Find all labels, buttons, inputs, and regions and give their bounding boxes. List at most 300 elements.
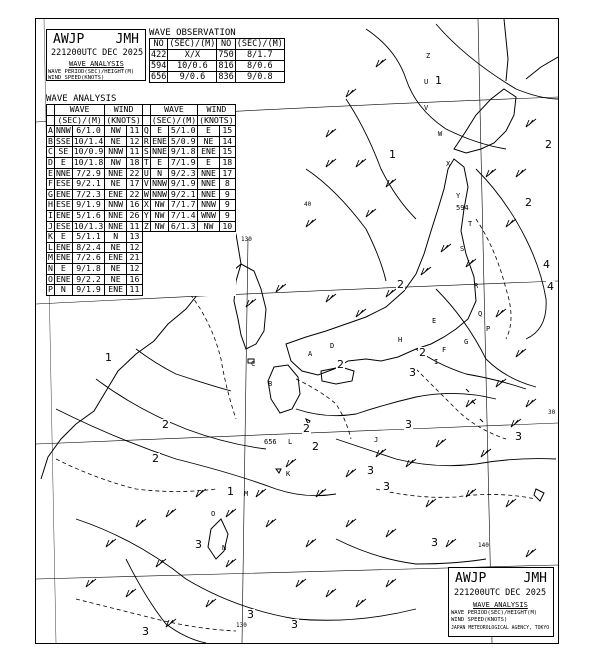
point-id: G <box>48 188 53 199</box>
analysis-cell: 7/2.3 <box>72 189 105 200</box>
analysis-cell: 9 <box>219 200 235 211</box>
contour-value: 1 <box>227 485 234 498</box>
contour-value: 2 <box>419 346 426 359</box>
wind-barb <box>346 89 356 97</box>
analysis-point-label: U <box>424 78 429 86</box>
point-id: W <box>143 188 149 199</box>
wind-barb <box>466 489 476 497</box>
analysis-table <box>46 104 236 296</box>
hokkaido <box>454 89 516 153</box>
analysis-cell: NNE <box>105 210 127 221</box>
analysis-cell: NNW <box>105 200 127 211</box>
analysis-cell: ENE <box>105 285 127 296</box>
analysis-cell: 10/1.8 <box>73 156 104 167</box>
contour-value: 3 <box>431 536 438 549</box>
analysis-cell: NNE <box>198 189 220 200</box>
wind-barb <box>426 499 436 507</box>
analysis-cell: NNW <box>55 125 71 136</box>
analysis-cell: N <box>105 232 127 243</box>
kuril-coast <box>526 57 558 79</box>
point-id: P <box>48 284 53 295</box>
analysis-cell: 10/1.3 <box>73 220 104 231</box>
analysis-point-label: K <box>286 470 291 478</box>
point-id: Y <box>143 209 149 220</box>
analysis-point-label: C <box>251 360 256 368</box>
wind-subheader: (KNOTS) <box>199 114 234 125</box>
wind-barb <box>386 289 396 297</box>
obs-cell: 836 <box>218 72 234 82</box>
title-legend-2: WIND SPEED(KNOTS) <box>48 75 105 81</box>
analysis-cell: SE <box>54 147 72 158</box>
bottom-title-box <box>448 567 554 637</box>
obs-cell: 8/1.7 <box>235 50 284 61</box>
analysis-cell: ENE <box>55 273 71 284</box>
title-code: AWJP <box>53 32 85 47</box>
dashed-line <box>56 459 216 492</box>
analysis-cell: 15 <box>219 126 235 137</box>
obs-station-594: 594 <box>456 204 469 212</box>
analysis-point-label: V <box>424 104 429 112</box>
contour-line <box>346 99 416 219</box>
contour-value: 3 <box>142 625 149 638</box>
analysis-cell: 10/0.9 <box>73 146 104 157</box>
analysis-point-label: Z <box>426 52 431 60</box>
analysis-corner <box>142 115 150 126</box>
analysis-row <box>47 136 236 147</box>
analysis-point-label: P <box>486 325 491 333</box>
point-id: S <box>143 146 149 157</box>
analysis-subheader-row <box>47 115 236 126</box>
analysis-cell: E <box>54 157 72 168</box>
analysis-cell: 7/1.4 <box>169 210 198 221</box>
wind-barb <box>356 309 366 317</box>
point-id: R <box>143 135 149 146</box>
contour-value: 2 <box>397 278 404 291</box>
obs-cell: 422 <box>151 50 167 60</box>
analysis-row <box>47 221 236 232</box>
contour-value: 2 <box>152 452 159 465</box>
analysis-row <box>47 232 236 243</box>
analysis-cell: SSE <box>55 135 71 146</box>
analysis-cell: 15 <box>219 147 235 158</box>
analysis-cell: NNW <box>152 178 167 189</box>
wind-barb <box>421 267 431 275</box>
analysis-cell: 22 <box>127 189 143 200</box>
lon-label-top: 130 <box>241 236 252 243</box>
south-island <box>534 489 544 501</box>
point-id: X <box>143 199 149 210</box>
analysis-cell: NW <box>105 157 127 168</box>
dashed-line <box>76 599 236 631</box>
analysis-cell: 11 <box>127 126 143 137</box>
analysis-cell: 11 <box>127 221 143 232</box>
analysis-cell: ENE <box>105 189 127 200</box>
analysis-point-label: J <box>374 436 379 444</box>
point-id: V <box>143 178 149 189</box>
analysis-cell: 17 <box>219 168 235 179</box>
contour-line <box>126 559 206 643</box>
obs-cell: 9/0.6 <box>168 72 217 83</box>
analysis-cell: 17 <box>127 179 143 190</box>
analysis-cell: N <box>54 285 72 296</box>
analysis-cell: 12 <box>127 136 143 147</box>
bottom-legend-1: WAVE PERIOD(SEC)/HEIGHT(M) <box>451 610 538 616</box>
analysis-row <box>47 157 236 168</box>
title-legend-1: WAVE PERIOD(SEC)/HEIGHT(M) <box>48 69 135 75</box>
contour-line <box>76 519 416 620</box>
point-id: U <box>143 167 149 178</box>
wave-subheader: (SEC)/(M) <box>151 114 197 125</box>
analysis-cell: 10 <box>219 221 235 232</box>
wind-barb <box>166 509 176 517</box>
observation-header-row <box>150 39 285 50</box>
obs-cell: 8/0.6 <box>235 61 284 72</box>
analysis-cell: 5/1.0 <box>169 126 198 137</box>
analysis-row <box>47 179 236 190</box>
wind-barb <box>386 179 396 187</box>
point-id: L <box>48 241 53 252</box>
point-id: I <box>48 209 53 220</box>
analysis-cell: 9/1.9 <box>72 285 105 296</box>
wind-barb <box>436 439 446 447</box>
analysis-point-label: R <box>474 282 479 290</box>
contour-value: 2 <box>162 418 169 431</box>
bottom-agency: JMH <box>523 571 547 586</box>
bottom-code: AWJP <box>455 571 487 586</box>
wind-barb <box>126 589 136 597</box>
contour-value: 3 <box>291 618 298 631</box>
contour-line <box>56 409 336 496</box>
point-id: F <box>48 178 53 189</box>
lon-line-130 <box>242 239 248 643</box>
analysis-body <box>47 126 236 296</box>
analysis-cell: NE <box>198 136 220 147</box>
title-product: WAVE ANALYSIS <box>69 60 124 68</box>
analysis-cell: 18 <box>219 157 235 168</box>
observation-row <box>150 50 285 61</box>
wind-barb <box>106 539 116 547</box>
analysis-cell: ENE <box>55 252 71 263</box>
observation-title: WAVE OBSERVATION <box>149 28 236 38</box>
analysis-cell: 16 <box>127 200 143 211</box>
title-agency: JMH <box>115 32 139 47</box>
wind-barb <box>526 119 536 127</box>
analysis-cell: NE <box>105 274 127 285</box>
contour-value: 2 <box>312 440 319 453</box>
analysis-cell: NW <box>150 210 169 221</box>
wind-barb <box>506 499 516 507</box>
analysis-cell: ENE <box>152 135 167 146</box>
bottom-product: WAVE ANALYSIS <box>473 601 528 609</box>
point-id: B <box>48 135 53 146</box>
analysis-cell: NW <box>105 126 127 137</box>
obs-header: NO <box>150 39 168 50</box>
analysis-cell: NNE <box>152 146 167 157</box>
analysis-row <box>47 126 236 137</box>
analysis-cell: NNW <box>152 188 167 199</box>
analysis-row <box>47 189 236 200</box>
wind-barb <box>481 449 491 457</box>
analysis-cell: 7/2.6 <box>72 253 105 264</box>
analysis-cell: 18 <box>127 157 143 168</box>
wind-barb <box>306 219 316 227</box>
analysis-cell: 11 <box>127 147 143 158</box>
wind-barb <box>326 589 336 597</box>
analysis-point-label: A <box>308 350 313 358</box>
lat-label-30: 30 <box>548 409 556 416</box>
wind-barb <box>526 549 536 557</box>
analysis-point-label: H <box>398 336 403 344</box>
wind-header: WIND <box>105 105 143 116</box>
wind-barb <box>446 539 456 547</box>
analysis-cell: ESE <box>55 178 71 189</box>
wave-header: WAVE <box>150 105 197 116</box>
analysis-cell: NW <box>150 200 169 211</box>
bottom-legend-2: WIND SPEED(KNOTS) <box>451 617 508 623</box>
analysis-cell: 5/1.6 <box>72 210 105 221</box>
analysis-point-label: N <box>222 544 227 552</box>
wind-subheader: (KNOTS) <box>106 114 141 125</box>
analysis-cell: 9/2.2 <box>72 274 105 285</box>
analysis-cell: 9/1.9 <box>169 179 198 190</box>
analysis-cell: NNE <box>198 168 220 179</box>
obs-header: (SEC)/(M) <box>236 39 283 49</box>
analysis-cell: 10/1.4 <box>73 135 104 146</box>
contour-value: 3 <box>409 366 416 379</box>
wind-barb <box>356 599 366 607</box>
obs-station-656: 656 <box>264 438 277 446</box>
point-id: K <box>48 231 53 242</box>
analysis-point-label: O <box>211 510 216 518</box>
wind-barb <box>306 539 316 547</box>
wind-barb <box>326 159 336 167</box>
sakhalin <box>504 19 508 81</box>
analysis-cell: ENE <box>55 188 71 199</box>
obs-cell: 9/0.8 <box>235 72 284 83</box>
analysis-row <box>47 274 236 285</box>
analysis-cell: 13 <box>127 232 143 243</box>
wind-barb <box>526 399 536 407</box>
analysis-corner <box>47 105 55 116</box>
kyushu <box>268 365 300 413</box>
contour-line <box>336 439 556 466</box>
analysis-cell: 6/1.0 <box>72 126 105 137</box>
wave-chart <box>35 18 559 644</box>
contour-value: 4 <box>547 280 554 293</box>
wind-barb <box>366 209 376 217</box>
point-id: C <box>48 146 53 157</box>
analysis-panel <box>46 95 236 296</box>
title-datetime: 221200UTC DEC 2025 <box>51 48 144 58</box>
analysis-point-label: Q <box>478 310 483 318</box>
contour-line <box>296 393 496 415</box>
analysis-cell: 7/1.9 <box>169 157 198 168</box>
wind-barb <box>376 59 386 67</box>
analysis-cell: NNE <box>105 221 127 232</box>
analysis-point-label: I <box>434 358 439 366</box>
ryukyu-2 <box>276 469 281 473</box>
analysis-point-label: B <box>268 380 273 388</box>
obs-cell: 816 <box>218 61 234 71</box>
point-id: O <box>48 273 53 284</box>
analysis-corner <box>142 105 150 116</box>
analysis-cell: 5/0.9 <box>169 136 198 147</box>
analysis-header-row <box>47 105 236 116</box>
analysis-cell: NNE <box>55 167 71 178</box>
analysis-point-label: M <box>244 490 249 498</box>
analysis-cell: 9/2.1 <box>72 179 105 190</box>
analysis-cell: 26 <box>127 210 143 221</box>
contour-value: 3 <box>383 480 390 493</box>
dashed-line <box>186 289 236 419</box>
dashed-line <box>476 219 511 339</box>
point-id: E <box>48 167 53 178</box>
analysis-cell: NE <box>105 136 127 147</box>
wind-barb <box>496 309 506 317</box>
analysis-cell: 12 <box>127 242 143 253</box>
wind-barb <box>346 469 356 477</box>
analysis-cell: NNW <box>105 147 127 158</box>
point-id: M <box>48 252 53 263</box>
analysis-cell: ESE <box>55 220 71 231</box>
contour-value: 3 <box>195 538 202 551</box>
analysis-point-label: D <box>330 342 335 350</box>
lat-line-30 <box>36 423 558 444</box>
wind-header: WIND <box>198 105 236 116</box>
obs-cell: 10/0.6 <box>168 61 217 72</box>
point-id: T <box>143 156 149 167</box>
wind-barb <box>486 169 496 177</box>
obs-header: NO <box>217 39 235 50</box>
analysis-point-label: T <box>468 220 473 228</box>
analysis-cell: NW <box>150 221 169 232</box>
lat-label-40: 40 <box>304 201 312 208</box>
contour-value: 3 <box>405 418 412 431</box>
analysis-row <box>47 285 236 296</box>
contour-line <box>306 169 386 281</box>
observation-table <box>149 38 285 83</box>
point-id: H <box>48 199 53 210</box>
wind-barb <box>296 579 306 587</box>
point-id: A <box>48 125 53 136</box>
analysis-point-label: L <box>288 438 293 446</box>
observation-row <box>150 72 285 83</box>
point-id: Z <box>143 220 149 231</box>
analysis-row <box>47 242 236 253</box>
analysis-cell: NNW <box>198 200 220 211</box>
wind-barb <box>376 449 386 457</box>
lon-label-east: 140 <box>478 542 489 549</box>
analysis-point-label: S <box>460 245 465 253</box>
contour-line <box>136 349 231 391</box>
point-id: D <box>48 156 53 167</box>
observation-row <box>150 61 285 72</box>
bottom-datetime: 221200UTC DEC 2025 <box>454 588 547 598</box>
obs-cell: 594 <box>151 61 167 71</box>
contour-value: 1 <box>105 351 112 364</box>
wind-barb <box>286 459 296 467</box>
analysis-cell: ENE <box>105 253 127 264</box>
point-id: J <box>48 220 53 231</box>
point-id: Q <box>143 125 149 136</box>
analysis-cell: NW <box>198 221 220 232</box>
contour-value: 3 <box>247 608 254 621</box>
wind-barb <box>136 519 146 527</box>
wind-barb <box>206 599 216 607</box>
contour-line <box>416 346 526 389</box>
contour-value: 3 <box>515 430 522 443</box>
analysis-cell: 22 <box>127 168 143 179</box>
analysis-corner <box>47 115 55 126</box>
observation-panel <box>149 28 285 83</box>
wind-barb <box>506 219 516 227</box>
wind-barb <box>276 284 286 292</box>
analysis-title: WAVE ANALYSIS <box>46 94 117 104</box>
analysis-cell: 8/2.4 <box>72 242 105 253</box>
analysis-point-label: E <box>432 317 437 325</box>
analysis-cell: E <box>150 126 169 137</box>
korea-peninsula <box>234 264 266 349</box>
analysis-cell: 5/1.1 <box>72 232 105 243</box>
dashed-line <box>376 489 536 499</box>
wind-barb <box>226 559 236 567</box>
analysis-row <box>47 253 236 264</box>
title-box <box>46 29 146 81</box>
obs-cell: 750 <box>218 50 234 60</box>
honshu <box>286 159 479 375</box>
analysis-cell: N <box>150 168 169 179</box>
analysis-cell: E <box>54 232 72 243</box>
lon-label-bottom: 130 <box>236 622 247 629</box>
analysis-cell: 21 <box>127 253 143 264</box>
wave-subheader: (SEC)/(M) <box>54 115 104 126</box>
analysis-cell: 7/1.7 <box>169 200 198 211</box>
analysis-point-label: Y <box>456 192 461 200</box>
analysis-cell: E <box>150 157 169 168</box>
contour-value: 2 <box>525 196 532 209</box>
contour-line <box>366 29 506 149</box>
wind-barb <box>516 169 526 177</box>
analysis-cell: NE <box>105 263 127 274</box>
analysis-cell: E <box>54 263 72 274</box>
wind-barb <box>516 349 526 357</box>
analysis-cell: NE <box>105 242 127 253</box>
taiwan <box>208 519 228 559</box>
analysis-cell: 6/1.3 <box>169 221 198 232</box>
wind-barb <box>266 519 276 527</box>
analysis-point-label: G <box>464 338 469 346</box>
obs-header: (SEC)/(M) <box>169 39 216 49</box>
wind-barb <box>226 509 236 517</box>
analysis-cell: ENE <box>198 147 220 158</box>
wind-barb <box>441 244 451 252</box>
obs-cell: 656 <box>151 72 167 82</box>
analysis-cell: 8 <box>219 179 235 190</box>
analysis-cell: NNE <box>105 168 127 179</box>
contour-value: 2 <box>303 422 310 435</box>
wind-barb <box>246 299 256 307</box>
wind-barb <box>86 579 96 587</box>
bottom-credit: JAPAN METEOROLOGICAL AGENCY, TOKYO <box>451 626 550 631</box>
analysis-cell: 9/2.3 <box>169 168 198 179</box>
wind-barb <box>386 529 396 537</box>
analysis-row <box>47 263 236 274</box>
wind-barb <box>326 129 336 137</box>
analysis-cell: 16 <box>127 274 143 285</box>
analysis-cell: 12 <box>127 263 143 274</box>
contour-line <box>336 536 486 564</box>
wind-barb <box>511 419 521 427</box>
